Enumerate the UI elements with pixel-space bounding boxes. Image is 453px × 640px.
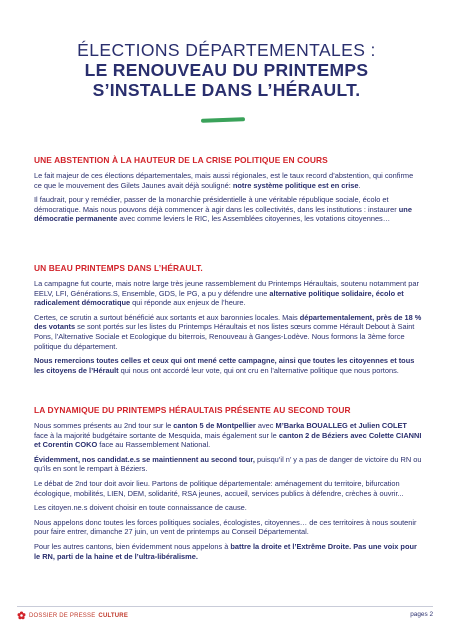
- flower-logo-icon: [17, 611, 26, 620]
- section-paragraph: [34, 279, 422, 308]
- footer-dossier-label: DOSSIER DE PRESSE: [29, 612, 96, 619]
- body-text: puisqu’il n’ y a pas de danger de victoire du RN ou qu’ils en sont le rempart à Béziers.: [34, 454, 422, 474]
- body-text: Nous appelons donc toutes les forces politiques sociales, écologistes, citoyennes… de ces territoires à nous soutenir pour faire entrer, dimanche 27 juin, un vent de printemps au Conseil Départemental.: [34, 517, 417, 537]
- bold-text: battre la droite et l’Extrême Droite. Pas une voix pour le RN, parti de la haine et de l’ultra-libéralisme.: [34, 541, 417, 561]
- bold-text: M’Barka BOUALLEG et Julien COLET: [275, 421, 407, 430]
- section-beau-printemps: [34, 263, 422, 375]
- body-text: La campagne fut courte, mais notre large très jeune rassemblement du Printemps Héraultais, soutenu notamment par EELV, LFI, Générations.S, Ensemble, GDS, le PG, a pu y défendre une: [34, 279, 419, 298]
- body-text: qui nous ont accordé leur vote, qui ont cru en l’alternative politique que nous portons.: [118, 365, 399, 375]
- body-text: Il faudrait, pour y remédier, passer de la monarchie présidentielle à une véritable république sociale, écolo et démocratique. Mais nous pouvons déjà commencer à agir dans les collectivités, dans les institutions : instaurer: [34, 195, 399, 214]
- section-paragraph: [34, 356, 422, 375]
- title-line-3: S’INSTALLE DANS L’HÉRAULT.: [92, 80, 361, 100]
- body-text: Le fait majeur de ces élections départementales, mais aussi régionales, est le taux record d’abstention, qui confirme ce que le mouvement des Gilets Jaunes avait déjà souligné:: [34, 171, 414, 190]
- section-paragraph: [34, 542, 422, 561]
- section-paragraph: [34, 195, 422, 224]
- body-text: .: [358, 180, 361, 190]
- footer-brand: [17, 611, 128, 620]
- body-text: qui réponde aux enjeux de l’heure.: [130, 298, 246, 308]
- body-text: Le débat de 2nd tour doit avoir lieu. Partons de politique départementale: aménagement du territoire, bifurcation écologique, mobilités, LIEN, DEM, solidarité, RSA jeunes, accueil, services publics à défendre, crèches à ouvrir...: [34, 478, 404, 498]
- title-underline-rule: [201, 117, 245, 123]
- section-heading: LA DYNAMIQUE DU PRINTEMPS HÉRAULTAIS PRÉSENTE AU SECOND TOUR: [34, 405, 351, 415]
- bold-text: alternative politique solidaire, écolo et radicalement démocratique: [34, 288, 404, 308]
- bold-text: une démocratie permanente: [34, 204, 412, 224]
- body-text: se sont portés sur les listes du Printemps Héraultais et nos listes sœurs comme Hérault Debout à Saint Pons, l’Alternative Sociale et Ecologique du biterrois, Renouveau à Ganges-Lodève. Nous formons la 3ème force politique du département.: [34, 322, 415, 351]
- section-paragraph: [34, 313, 422, 351]
- footer-culture-label: CULTURE: [98, 612, 129, 619]
- title-line-2: LE RENOUVEAU DU PRINTEMPS: [84, 60, 369, 80]
- section-heading: UN BEAU PRINTEMPS DANS L’HÉRAULT.: [34, 263, 203, 273]
- body-text: face à la majorité budgétaire sortante de Mesquida, mais également sur le: [34, 430, 279, 440]
- section-paragraph: [34, 455, 422, 474]
- section-heading: UNE ABSTENTION À LA HAUTEUR DE LA CRISE POLITIQUE EN COURS: [34, 155, 328, 165]
- document-title: [20, 40, 433, 100]
- body-text: avec comme leviers le RIC, les Assemblées citoyennes, les votations citoyennes…: [117, 214, 391, 224]
- section-paragraph: [34, 503, 422, 513]
- bold-text: Évidemment, nos candidat.e.s se maintiennent au second tour,: [34, 454, 255, 464]
- body-text: Certes, ce scrutin a surtout bénéficié aux sortants et aux baronnies locales. Mais: [34, 312, 300, 322]
- footer-page-number: pages 2: [410, 611, 433, 618]
- section-paragraph: [34, 479, 422, 498]
- page-footer: [17, 606, 433, 620]
- section-second-tour: [34, 405, 422, 561]
- section-abstention: [34, 155, 422, 224]
- body-text: avec: [255, 421, 276, 430]
- bold-text: canton 5 de Montpellier: [173, 421, 256, 430]
- section-paragraph: [34, 421, 422, 450]
- bold-text: canton 2 de Béziers avec Colette CIANNI et Corentin COKO: [34, 430, 422, 450]
- body-text: Les citoyen.ne.s doivent choisir en toute connaissance de cause.: [34, 503, 247, 513]
- body-text: Nous sommes présents au 2nd tour sur le: [34, 421, 174, 430]
- body-text: Pour les autres cantons, bien évidemment nous appelons à: [34, 541, 231, 551]
- section-paragraph: [34, 171, 422, 190]
- bold-text: Nous remercions toutes celles et ceux qui ont mené cette campagne, ainsi que toutes les citoyennes et tous les citoyens de l’Hérault: [34, 356, 415, 375]
- section-paragraph: [34, 518, 422, 537]
- body-text: face au Rassemblement National.: [97, 440, 211, 450]
- bold-text: départementalement, près de 18 % des votants: [34, 312, 422, 332]
- bold-text: notre système politique est en crise: [232, 180, 359, 190]
- title-line-1: ÉLECTIONS DÉPARTEMENTALES :: [77, 40, 376, 60]
